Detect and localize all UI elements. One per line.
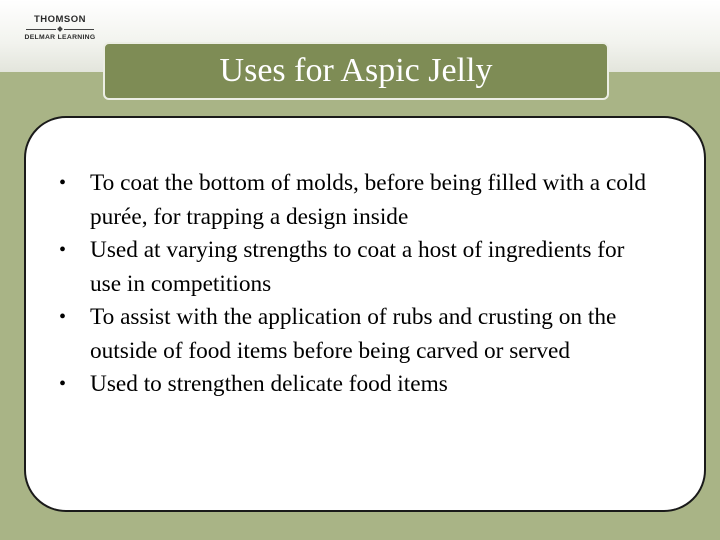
bullet-icon: • bbox=[59, 172, 67, 194]
bullet-icon: • bbox=[59, 239, 67, 261]
logo-bottom-text: DELMAR LEARNING bbox=[24, 34, 96, 41]
bullet-text: To coat the bottom of molds, before being filled with a cold purée, for trapping a design inside bbox=[90, 170, 647, 230]
bullet-item bbox=[59, 301, 659, 368]
bullet-icon: • bbox=[59, 373, 67, 395]
title-banner bbox=[103, 42, 609, 100]
bullet-text: Used to strengthen delicate food items bbox=[90, 371, 448, 397]
content-panel bbox=[24, 116, 706, 512]
logo-top-text: THOMSON bbox=[33, 14, 87, 25]
publisher-logo bbox=[14, 14, 106, 42]
bullet-item bbox=[59, 234, 659, 301]
diamond-icon bbox=[57, 26, 63, 32]
bullet-text: To assist with the application of rubs and crusting on the outside of food items before being carved or served bbox=[90, 304, 617, 364]
bullet-icon: • bbox=[59, 306, 67, 328]
bullet-item bbox=[59, 167, 659, 234]
bullet-text: Used at varying strengths to coat a host of ingredients for use in competitions bbox=[90, 237, 625, 297]
slide-title: Uses for Aspic Jelly bbox=[219, 52, 493, 89]
bullet-list bbox=[59, 167, 659, 402]
bullet-item bbox=[59, 368, 659, 402]
logo-divider bbox=[14, 25, 106, 33]
